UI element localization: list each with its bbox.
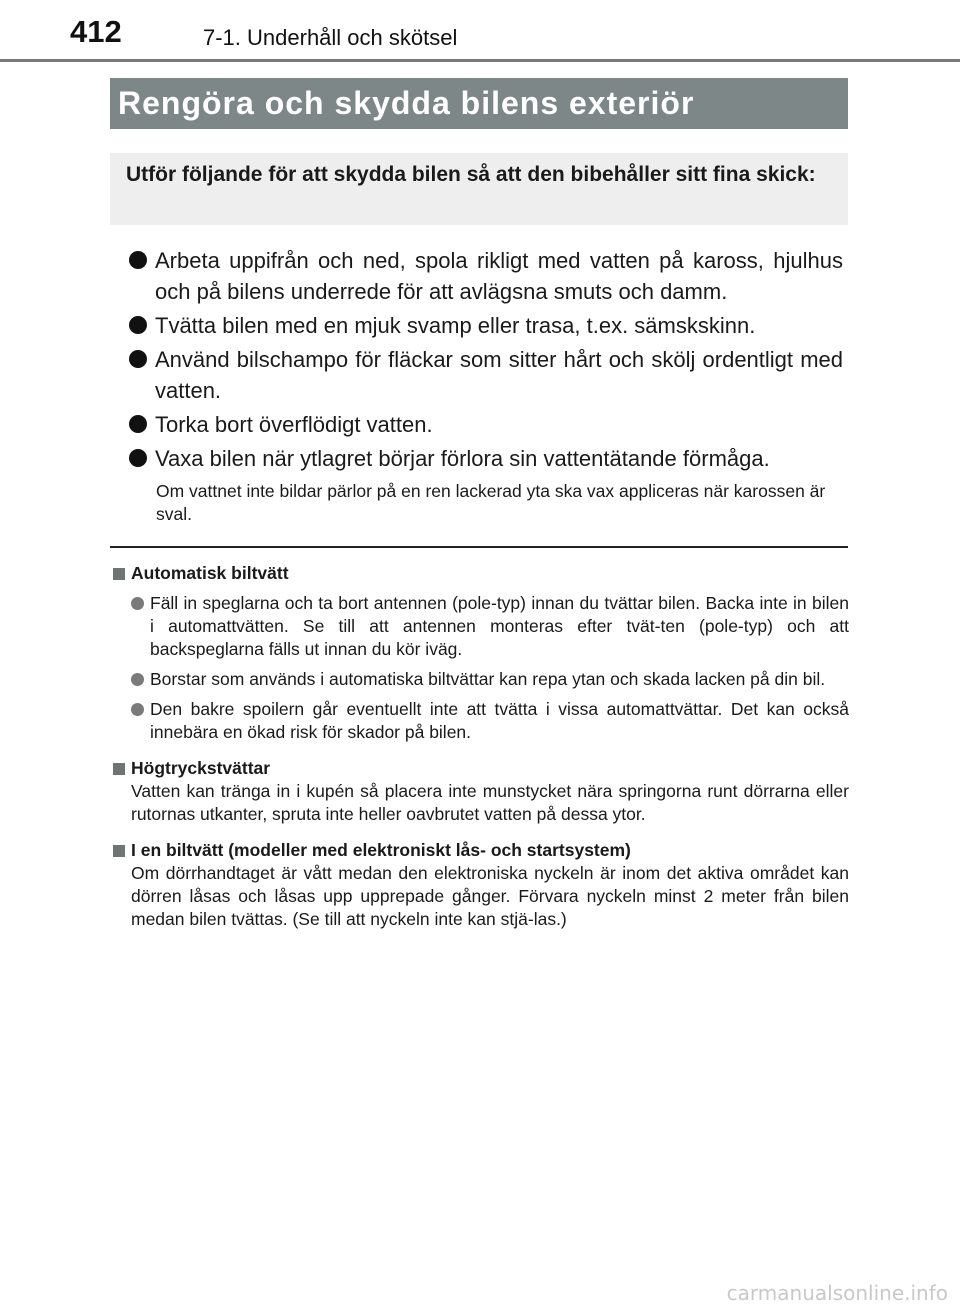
bullet-dot-icon <box>131 673 144 686</box>
bullet-dot-icon <box>131 597 144 610</box>
note-body-pressure: Vatten kan tränga in i kupén så placera inte munstycket nära springorna runt dörrarna eller rutornas utkanter, spruta inte heller oavbrutet vatten på dessa ytor. <box>131 781 849 824</box>
notes-section <box>112 558 849 931</box>
bullet-text: Tvätta bilen med en mjuk svamp eller trasa, t.ex. sämskskinn. <box>155 313 756 338</box>
intro-box <box>110 153 848 225</box>
note-heading-text: Automatisk biltvätt <box>131 563 289 583</box>
page-title: Rengöra och skydda bilens exteriör <box>118 85 695 121</box>
bullet-text: Använd bilschampo för fläckar som sitter hårt och skölj ordentligt med vatten. <box>155 347 843 403</box>
bullet-dot-icon <box>129 449 147 467</box>
list-item <box>112 592 849 661</box>
bullet-dot-icon <box>129 251 147 269</box>
list-item <box>112 698 849 744</box>
watermark: carmanualsonline.info <box>726 1281 948 1305</box>
section-label: 7-1. Underhåll och skötsel <box>203 25 458 50</box>
note-heading-pressure <box>112 757 849 780</box>
bullet-dot-icon <box>129 350 147 368</box>
title-band <box>110 78 848 129</box>
header-divider <box>0 59 960 62</box>
note-body-keyless: Om dörrhandtaget är vått medan den elektroniska nyckeln är inom det aktiva området kan dörren låsas och låsas upp upprepade gånger. Förvara nyckeln minst 2 meter från bilen medan bilen tvättas. (Se till att nyckeln inte kan stjä-las.) <box>131 863 849 929</box>
list-item <box>127 443 843 474</box>
bullet-text: Arbeta uppifrån och ned, spola rikligt med vatten på kaross, hjulhus och på bilens underrede för att avlägsna smuts och damm. <box>155 248 843 304</box>
list-item <box>112 668 849 691</box>
bullet-dot-icon <box>131 703 144 716</box>
bullet-text: Vaxa bilen när ytlagret börjar förlora sin vattentätande förmåga. <box>155 446 770 471</box>
list-item <box>127 409 843 440</box>
square-bullet-icon <box>113 845 125 857</box>
sub-bullet-text: Borstar som används i automatiska biltvättar kan repa ytan och skada lacken på din bil. <box>150 669 826 689</box>
bullet-text: Torka bort överflödigt vatten. <box>155 412 433 437</box>
list-item <box>127 245 843 307</box>
note-heading-text: I en biltvätt (modeller med elektroniskt lås- och startsystem) <box>131 840 631 860</box>
intro-text: Utför följande för att skydda bilen så att den bibehåller sitt fina skick: <box>126 163 816 186</box>
bullet-dot-icon <box>129 316 147 334</box>
note-heading-text: Högtryckstvättar <box>131 758 271 778</box>
page-header <box>0 0 960 60</box>
bullet-list <box>127 245 843 477</box>
note-heading-automatic <box>112 562 849 585</box>
sub-bullet-text: Fäll in speglarna och ta bort antennen (pole-typ) innan du tvättar bilen. Backa inte in bilen i automattvätten. Se till att antennen monteras efter tvät-ten (pole-typ) och att backspeglarna fälls ut innan du kör iväg. <box>150 593 849 659</box>
bullet-dot-icon <box>129 415 147 433</box>
section-divider <box>110 546 848 548</box>
square-bullet-icon <box>113 763 125 775</box>
note-heading-keyless <box>112 839 849 862</box>
list-item <box>127 344 843 406</box>
list-item <box>127 310 843 341</box>
sub-bullet-text: Den bakre spoilern går eventuellt inte att tvätta i vissa automattvättar. Det kan också innebära en ökad risk för skador på bilen. <box>150 699 849 742</box>
wax-note: Om vattnet inte bildar pärlor på en ren lackerad yta ska vax appliceras när karossen är sval. <box>156 481 826 524</box>
page-number: 412 <box>70 14 122 49</box>
square-bullet-icon <box>113 568 125 580</box>
